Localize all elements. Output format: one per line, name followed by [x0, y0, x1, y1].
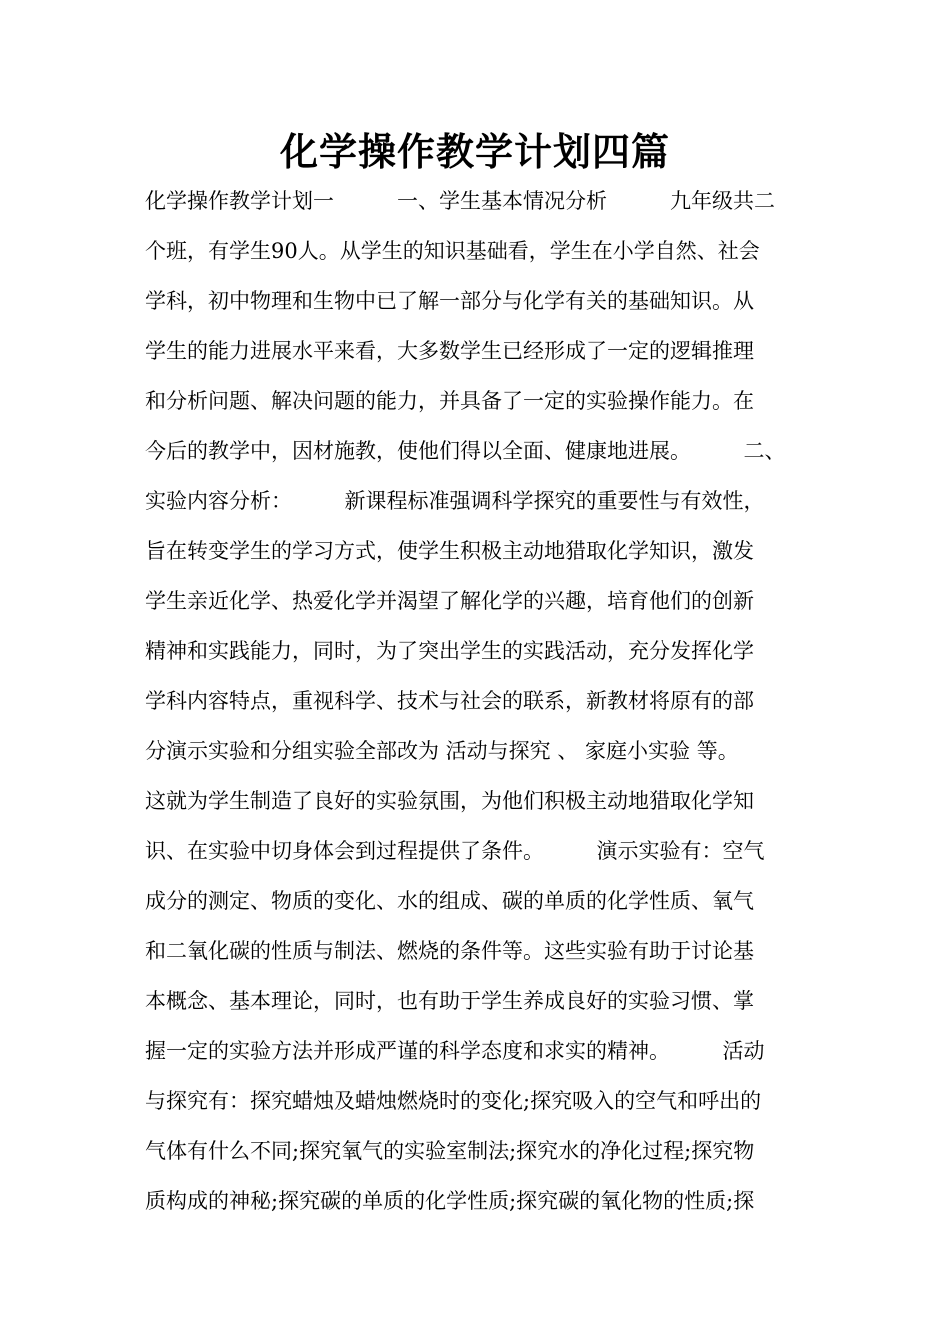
body-line: 化学操作教学计划一 一、学生基本情况分析 九年级共二	[145, 189, 775, 213]
body-line: 学科内容特点，重视科学、技术与社会的联系，新教材将原有的部	[145, 689, 754, 713]
body-line: 今后的教学中，因材施教，使他们得以全面、健康地进展。 二、	[145, 439, 786, 463]
body-line: 与探究有：探究蜡烛及蜡烛燃烧时的变化;探究吸入的空气和呼出的	[145, 1089, 762, 1113]
body-line: 实验内容分析： 新课程标准强调科学探究的重要性与有效性，	[145, 489, 765, 513]
body-line: 和二氧化碳的性质与制法、燃烧的条件等。这些实验有助于讨论基	[145, 939, 754, 963]
body-line: 个班，有学生90人。从学生的知识基础看，学生在小学自然、社会	[145, 239, 760, 263]
body-line: 学生亲近化学、热爱化学并渴望了解化学的兴趣，培育他们的创新	[145, 589, 754, 613]
body-line: 成分的测定、物质的变化、水的组成、碳的单质的化学性质、氧气	[145, 889, 754, 913]
body-line: 精神和实践能力，同时，为了突出学生的实践活动，充分发挥化学	[145, 639, 754, 663]
body-line: 质构成的神秘;探究碳的单质的化学性质;探究碳的氧化物的性质;探	[145, 1189, 755, 1213]
body-line: 和分析问题、解决问题的能力，并具备了一定的实验操作能力。在	[145, 389, 754, 413]
body-line: 学生的能力进展水平来看，大多数学生已经形成了一定的逻辑推理	[145, 339, 754, 363]
body-line: 这就为学生制造了良好的实验氛围，为他们积极主动地猎取化学知	[145, 789, 754, 813]
document-title: 化学操作教学计划四篇	[279, 130, 670, 174]
body-line: 识、在实验中切身体会到过程提供了条件。 演示实验有：空气	[145, 839, 765, 863]
body-line: 气体有什么不同;探究氧气的实验室制法;探究水的净化过程;探究物	[145, 1139, 755, 1163]
body-line: 旨在转变学生的学习方式，使学生积极主动地猎取化学知识，激发	[145, 539, 754, 563]
body-line: 本概念、基本理论，同时，也有助于学生养成良好的实验习惯、掌	[145, 989, 754, 1013]
body-line: 学科，初中物理和生物中已了解一部分与化学有关的基础知识。从	[145, 289, 754, 313]
body-line: 握一定的实验方法并形成严谨的科学态度和求实的精神。 活动	[145, 1039, 765, 1063]
body-line: 分演示实验和分组实验全部改为 活动与探究 、 家庭小实验 等。	[145, 739, 739, 763]
